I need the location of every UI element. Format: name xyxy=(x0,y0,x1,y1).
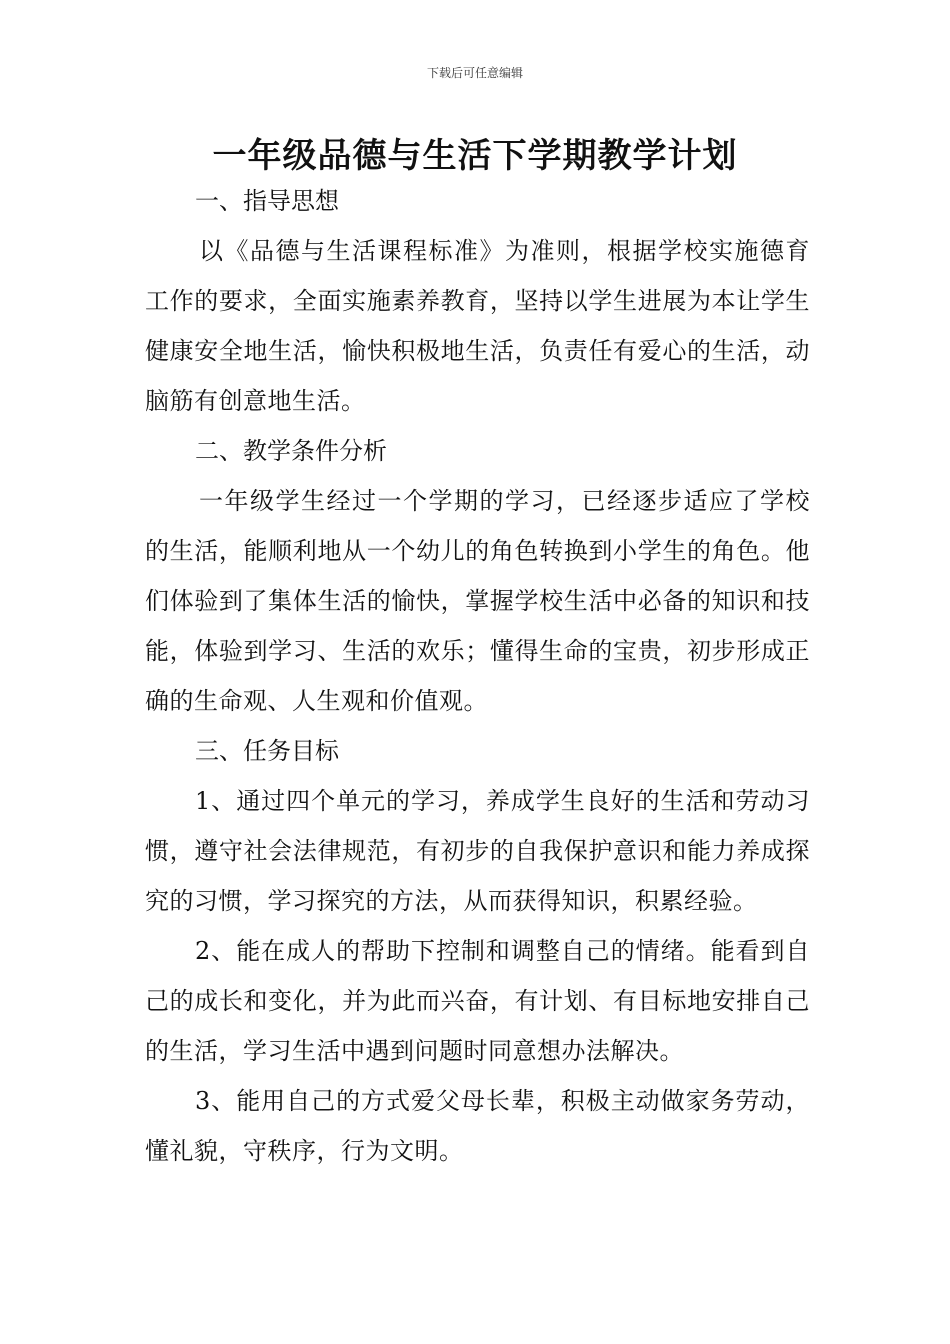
document-title: 一年级品德与生活下学期教学计划 xyxy=(212,136,738,176)
document-body xyxy=(145,176,810,1176)
section-heading-task-goals: 三、任务目标 xyxy=(195,737,339,765)
goal-item-2: 2、能在成人的帮助下控制和调整自己的情绪。能看到自己的成长和变化，并为此而兴奋，有计划、有目标地安排自己的生活，学习生活中遇到问题时同意想办法解决。 xyxy=(145,937,810,1065)
paragraph-guiding-ideology: 以《品德与生活课程标准》为准则，根据学校实施德育工作的要求，全面实施素养教育，坚持以学生进展为本让学生健康安全地生活，愉快积极地生活，负责任有爱心的生活，动脑筋有创意地生活。 xyxy=(145,237,810,415)
header-note: 下载后可任意编辑 xyxy=(426,66,523,80)
goal-item-3: 3、能用自己的方式爱父母长辈，积极主动做家务劳动，懂礼貌，守秩序，行为文明。 xyxy=(145,1087,810,1165)
section-heading-conditions-analysis: 二、教学条件分析 xyxy=(195,437,387,465)
goal-item-1: 1、通过四个单元的学习，养成学生良好的生活和劳动习惯，遵守社会法律规范，有初步的自我保护意识和能力养成探究的习惯，学习探究的方法，从而获得知识，积累经验。 xyxy=(145,787,810,915)
paragraph-conditions-analysis: 一年级学生经过一个学期的学习，已经逐步适应了学校的生活，能顺利地从一个幼儿的角色转换到小学生的角色。他们体验到了集体生活的愉快，掌握学校生活中必备的知识和技能，体验到学习、生活的欢乐；懂得生命的宝贵，初步形成正确的生命观、人生观和价值观。 xyxy=(145,487,810,715)
section-heading-guiding-ideology: 一、指导思想 xyxy=(195,187,339,215)
